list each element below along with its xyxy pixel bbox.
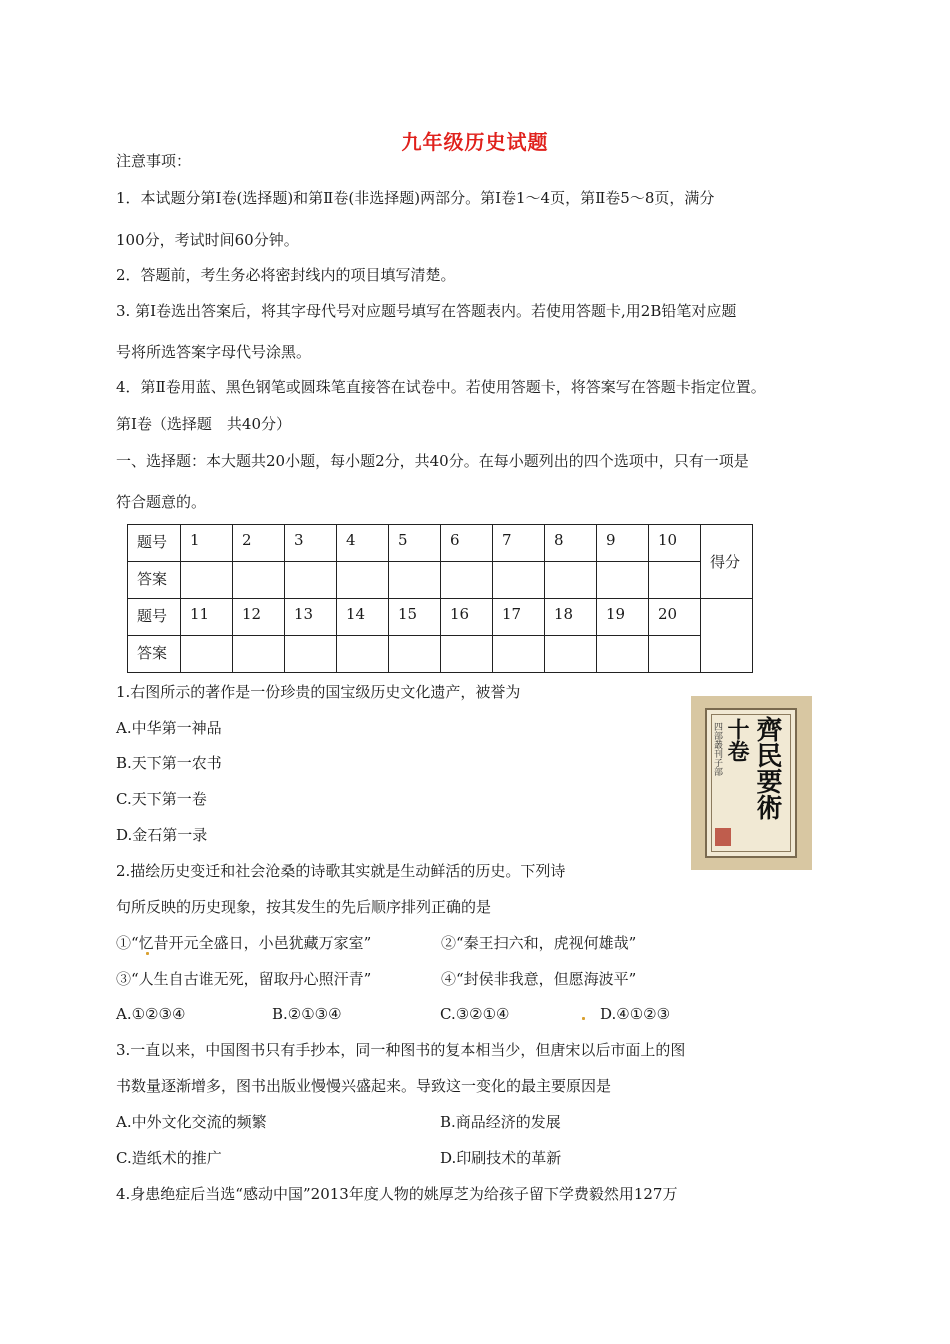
poem-line: ④“封侯非我意，但愿海波平” <box>441 970 637 988</box>
question-stem: 1.右图所示的著作是一份珍贵的国宝级历史文化遗产，被誉为 <box>116 683 521 701</box>
page-title: 九年级历史试题 <box>401 130 549 154</box>
answer-cell[interactable] <box>181 562 233 599</box>
option-b[interactable]: B.②①③④ <box>272 1005 342 1023</box>
notice-line: 号将所选答案字母代号涂黑。 <box>116 343 312 361</box>
answer-cell[interactable] <box>181 636 233 673</box>
question-number: 15 <box>389 599 441 636</box>
answer-cell[interactable] <box>233 562 285 599</box>
option-d[interactable]: D.④①②③ <box>600 1005 671 1023</box>
option-b[interactable]: B.商品经济的发展 <box>440 1113 561 1131</box>
book-title-text: 齊民要術 <box>752 716 782 820</box>
option-a[interactable]: A.中华第一神品 <box>116 719 222 737</box>
row-label-answer: 答案 <box>128 562 181 599</box>
answer-cell[interactable] <box>441 636 493 673</box>
answer-cell[interactable] <box>545 636 597 673</box>
notice-heading: 注意事项： <box>116 152 192 170</box>
question-stem: 4.身患绝症后当选“感动中国”2013年度人物的姚厚芝为给孩子留下学费毅然用127万 <box>116 1185 678 1203</box>
question-number: 11 <box>181 599 233 636</box>
question-number: 9 <box>597 525 649 562</box>
question-stem: 书数量逐渐增多，图书出版业慢慢兴盛起来。导致这一变化的最主要原因是 <box>116 1077 612 1095</box>
book-cover-panel <box>705 708 797 858</box>
question-number: 16 <box>441 599 493 636</box>
table-row <box>128 636 753 673</box>
option-c[interactable]: C.天下第一卷 <box>116 790 207 808</box>
question-number: 2 <box>233 525 285 562</box>
answer-cell[interactable] <box>441 562 493 599</box>
answer-cell[interactable] <box>389 636 441 673</box>
answer-cell[interactable] <box>597 562 649 599</box>
notice-line: 4．第Ⅱ卷用蓝、黑色钢笔或圆珠笔直接答在试卷中。若使用答题卡，将答案写在答题卡指定位置。 <box>116 378 766 396</box>
poem-line: ①“忆昔开元全盛日，小邑犹藏万家室” <box>116 934 372 952</box>
answer-cell[interactable] <box>649 562 701 599</box>
question-number: 7 <box>493 525 545 562</box>
answer-cell[interactable] <box>337 636 389 673</box>
section-title: 第Ⅰ卷（选择题 共40分） <box>116 415 292 433</box>
notice-line: 2．答题前，考生务必将密封线内的项目填写清楚。 <box>116 266 456 284</box>
poem-line: ③“人生自古谁无死，留取丹心照汗青” <box>116 970 372 988</box>
answer-cell[interactable] <box>389 562 441 599</box>
book-cover-image <box>691 696 812 870</box>
answer-cell[interactable] <box>337 562 389 599</box>
table-row <box>128 562 753 599</box>
answer-table <box>127 524 753 673</box>
question-number: 12 <box>233 599 285 636</box>
option-b[interactable]: B.天下第一农书 <box>116 754 222 772</box>
mark-dot <box>146 952 149 955</box>
notice-line: 100分，考试时间60分钟。 <box>116 231 299 249</box>
question-number: 3 <box>285 525 337 562</box>
question-number: 1 <box>181 525 233 562</box>
question-number: 17 <box>493 599 545 636</box>
table-row <box>128 599 753 636</box>
score-cell[interactable] <box>701 599 753 673</box>
answer-cell[interactable] <box>493 636 545 673</box>
answer-cell[interactable] <box>649 636 701 673</box>
answer-cell[interactable] <box>285 562 337 599</box>
question-stem: 2.描绘历史变迁和社会沧桑的诗歌其实就是生动鲜活的历史。下列诗 <box>116 862 566 880</box>
question-number: 5 <box>389 525 441 562</box>
question-stem: 句所反映的历史现象，按其发生的先后顺序排列正确的是 <box>116 898 492 916</box>
poem-line: ②“秦王扫六和，虎视何雄哉” <box>441 934 637 952</box>
question-number: 13 <box>285 599 337 636</box>
question-number: 6 <box>441 525 493 562</box>
seal-stamp <box>715 828 731 846</box>
part-one-instruction: 一、选择题：本大题共20小题，每小题2分，共40分。在每小题列出的四个选项中，只有一项是 <box>116 452 749 470</box>
notice-line: 3. 第Ⅰ卷选出答案后，将其字母代号对应题号填写在答题表内。若使用答题卡,用2B铅笔对应题 <box>116 302 737 320</box>
mark-dot <box>582 1017 585 1020</box>
table-row <box>128 525 753 562</box>
book-series-text: 四部叢刊子部 <box>712 722 722 776</box>
row-label-number: 题号 <box>128 525 181 562</box>
notice-line: 1．本试题分第Ⅰ卷(选择题)和第Ⅱ卷(非选择题)两部分。第Ⅰ卷1～4页，第Ⅱ卷5～8页，满分 <box>116 189 715 207</box>
option-d[interactable]: D.金石第一录 <box>116 826 208 844</box>
answer-cell[interactable] <box>233 636 285 673</box>
score-label: 得分 <box>701 525 753 599</box>
row-label-number: 题号 <box>128 599 181 636</box>
question-number: 18 <box>545 599 597 636</box>
question-number: 8 <box>545 525 597 562</box>
option-c[interactable]: C.造纸术的推广 <box>116 1149 222 1167</box>
answer-cell[interactable] <box>285 636 337 673</box>
question-number: 20 <box>649 599 701 636</box>
answer-cell[interactable] <box>493 562 545 599</box>
question-number: 4 <box>337 525 389 562</box>
question-number: 10 <box>649 525 701 562</box>
book-volume-text: 十卷 <box>724 718 750 762</box>
answer-cell[interactable] <box>545 562 597 599</box>
part-one-instruction: 符合题意的。 <box>116 493 207 511</box>
question-number: 14 <box>337 599 389 636</box>
option-a[interactable]: A.①②③④ <box>116 1005 186 1023</box>
option-d[interactable]: D.印刷技术的革新 <box>440 1149 562 1167</box>
answer-cell[interactable] <box>597 636 649 673</box>
question-number: 19 <box>597 599 649 636</box>
option-a[interactable]: A.中外文化交流的频繁 <box>116 1113 267 1131</box>
question-stem: 3.一直以来，中国图书只有手抄本，同一种图书的复本相当少，但唐宋以后市面上的图 <box>116 1041 686 1059</box>
row-label-answer: 答案 <box>128 636 181 673</box>
option-c[interactable]: C.③②①④ <box>440 1005 510 1023</box>
